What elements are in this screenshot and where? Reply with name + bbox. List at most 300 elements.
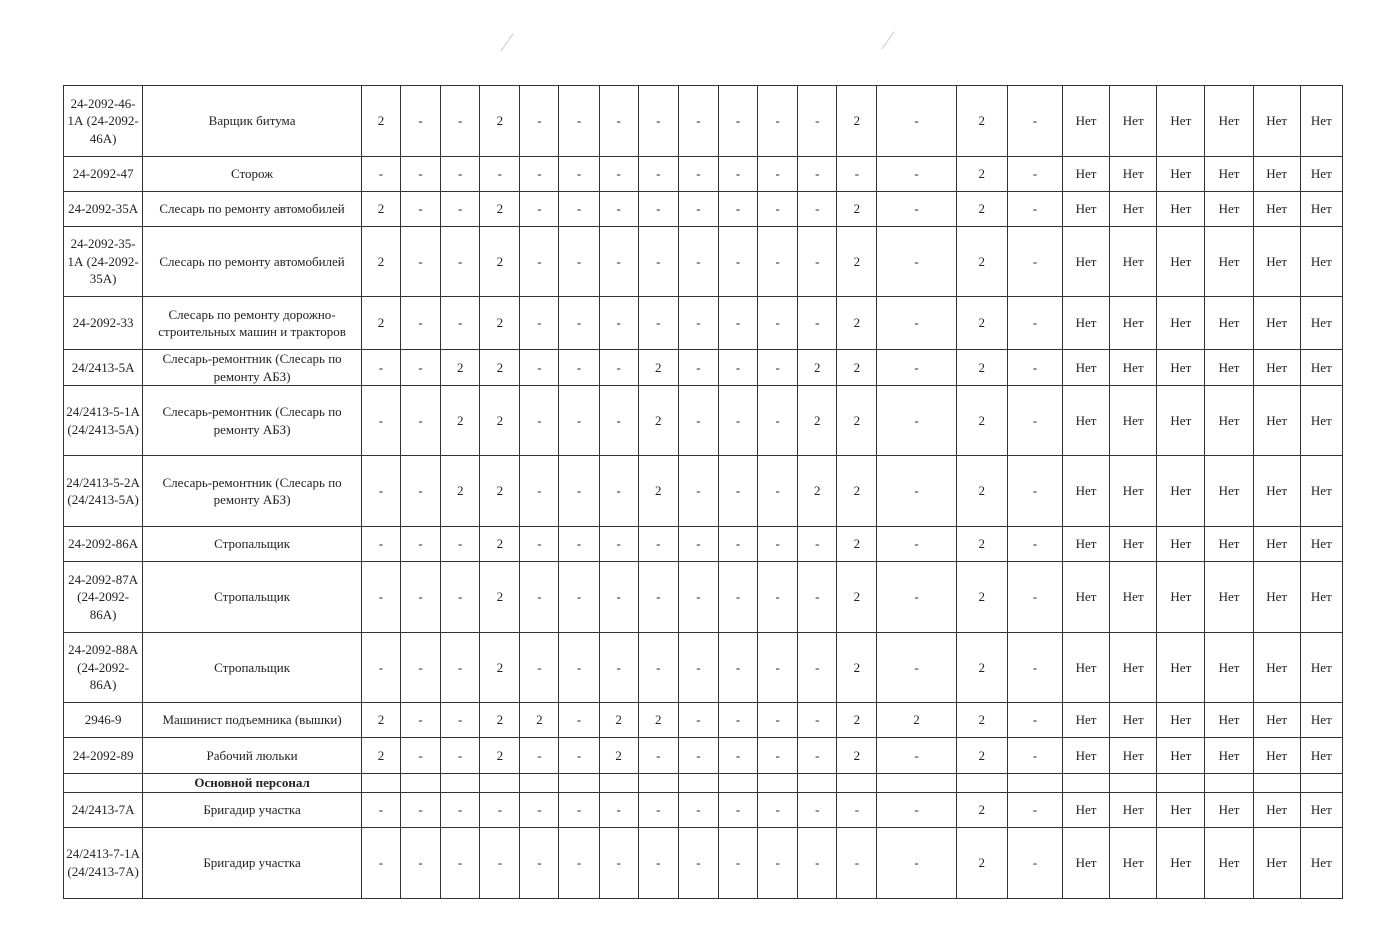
class-value-cell: 2 <box>480 350 520 386</box>
class-value-cell: - <box>758 386 798 456</box>
class-value-cell: - <box>361 527 400 562</box>
class-value-cell: - <box>758 527 798 562</box>
class-value-cell: - <box>441 192 480 227</box>
workplace-code: 24-2092-47 <box>64 157 143 192</box>
class-value-cell: - <box>718 527 757 562</box>
empty-cell <box>480 774 520 793</box>
class-value-cell: - <box>678 386 718 456</box>
table-row <box>64 386 1343 456</box>
class-value-cell: - <box>559 703 599 738</box>
class-value-cell: 2 <box>956 386 1007 456</box>
class-value-cell: - <box>837 792 877 827</box>
class-value-cell: - <box>441 633 480 703</box>
guarantee-cell: Нет <box>1157 633 1205 703</box>
class-value-cell: - <box>718 633 757 703</box>
guarantee-cell: Нет <box>1063 386 1110 456</box>
guarantee-cell: Нет <box>1205 456 1253 527</box>
guarantee-cell: Нет <box>1205 86 1253 157</box>
class-value-cell: - <box>718 192 757 227</box>
class-value-cell: - <box>1007 562 1062 633</box>
class-value-cell: 2 <box>956 562 1007 633</box>
class-value-cell: - <box>559 456 599 527</box>
workplace-code: 24-2092-87А (24-2092-86А) <box>64 562 143 633</box>
guarantee-cell: Нет <box>1063 350 1110 386</box>
class-value-cell: - <box>520 86 559 157</box>
guarantee-cell: Нет <box>1205 527 1253 562</box>
profession-name: Слесарь по ремонту автомобилей <box>143 227 362 297</box>
class-value-cell: 2 <box>798 350 837 386</box>
guarantee-cell: Нет <box>1300 86 1342 157</box>
class-value-cell: 2 <box>599 703 638 738</box>
class-value-cell: - <box>638 562 678 633</box>
class-value-cell: - <box>798 227 837 297</box>
class-value-cell: - <box>559 386 599 456</box>
class-value-cell: 2 <box>361 227 400 297</box>
profession-name: Слесарь по ремонту автомобилей <box>143 192 362 227</box>
class-value-cell: - <box>758 792 798 827</box>
class-value-cell: 2 <box>956 350 1007 386</box>
guarantee-cell: Нет <box>1110 456 1157 527</box>
class-value-cell: 2 <box>480 386 520 456</box>
class-value-cell: - <box>441 157 480 192</box>
class-value-cell: - <box>1007 792 1062 827</box>
guarantee-cell: Нет <box>1253 227 1300 297</box>
class-value-cell: - <box>520 157 559 192</box>
guarantee-cell: Нет <box>1063 827 1110 898</box>
table-row <box>64 792 1343 827</box>
class-value-cell: - <box>798 827 837 898</box>
guarantee-cell: Нет <box>1157 827 1205 898</box>
guarantee-cell: Нет <box>1110 738 1157 774</box>
class-value-cell: - <box>798 792 837 827</box>
class-value-cell: 2 <box>599 738 638 774</box>
profession-name: Рабочий люльки <box>143 738 362 774</box>
table-row <box>64 562 1343 633</box>
class-value-cell: - <box>401 192 441 227</box>
class-value-cell: - <box>559 192 599 227</box>
empty-cell <box>678 774 718 793</box>
class-value-cell: - <box>1007 703 1062 738</box>
guarantee-cell: Нет <box>1205 738 1253 774</box>
guarantee-cell: Нет <box>1205 703 1253 738</box>
guarantee-cell: Нет <box>1157 86 1205 157</box>
class-value-cell: 2 <box>837 456 877 527</box>
class-value-cell: - <box>638 633 678 703</box>
guarantee-cell: Нет <box>1205 297 1253 350</box>
class-value-cell: - <box>638 527 678 562</box>
class-value-cell: - <box>877 456 956 527</box>
class-value-cell: - <box>520 562 559 633</box>
guarantee-cell: Нет <box>1205 227 1253 297</box>
guarantee-cell: Нет <box>1300 386 1342 456</box>
guarantee-cell: Нет <box>1205 827 1253 898</box>
class-value-cell: - <box>520 827 559 898</box>
class-value-cell: - <box>1007 350 1062 386</box>
class-value-cell: - <box>361 633 400 703</box>
class-value-cell: - <box>520 192 559 227</box>
class-value-cell: 2 <box>956 527 1007 562</box>
class-value-cell: - <box>361 386 400 456</box>
guarantee-cell: Нет <box>1063 297 1110 350</box>
empty-cell <box>599 774 638 793</box>
workplace-code: 24-2092-88А (24-2092-86А) <box>64 633 143 703</box>
class-value-cell: - <box>361 827 400 898</box>
class-value-cell: - <box>678 297 718 350</box>
guarantee-cell: Нет <box>1300 633 1342 703</box>
workplace-code: 24-2092-33 <box>64 297 143 350</box>
class-value-cell: - <box>758 297 798 350</box>
class-value-cell: - <box>599 227 638 297</box>
class-value-cell: - <box>480 792 520 827</box>
profession-name: Стропальщик <box>143 562 362 633</box>
class-value-cell: 2 <box>956 227 1007 297</box>
class-value-cell: - <box>599 157 638 192</box>
guarantee-cell: Нет <box>1157 703 1205 738</box>
class-value-cell: - <box>718 157 757 192</box>
class-value-cell: - <box>401 703 441 738</box>
class-value-cell: 2 <box>837 86 877 157</box>
class-value-cell: - <box>678 86 718 157</box>
class-value-cell: - <box>559 157 599 192</box>
class-value-cell: - <box>441 227 480 297</box>
empty-cell <box>1205 774 1253 793</box>
guarantee-cell: Нет <box>1253 456 1300 527</box>
class-value-cell: - <box>678 792 718 827</box>
class-value-cell: 2 <box>837 738 877 774</box>
class-value-cell: - <box>718 703 757 738</box>
guarantee-cell: Нет <box>1253 157 1300 192</box>
class-value-cell: 2 <box>837 386 877 456</box>
class-value-cell: - <box>480 157 520 192</box>
guarantee-cell: Нет <box>1253 703 1300 738</box>
class-value-cell: - <box>520 350 559 386</box>
class-value-cell: - <box>758 227 798 297</box>
class-value-cell: - <box>758 738 798 774</box>
class-value-cell: - <box>520 386 559 456</box>
table-row <box>64 350 1343 386</box>
guarantee-cell: Нет <box>1300 562 1342 633</box>
empty-cell <box>798 774 837 793</box>
class-value-cell: - <box>599 192 638 227</box>
class-value-cell: - <box>718 562 757 633</box>
workplace-code: 24-2092-35А <box>64 192 143 227</box>
class-value-cell: - <box>758 703 798 738</box>
workplace-code: 24/2413-5А <box>64 350 143 386</box>
class-value-cell: - <box>877 527 956 562</box>
class-value-cell: - <box>678 527 718 562</box>
class-value-cell: - <box>638 192 678 227</box>
profession-name: Варщик битума <box>143 86 362 157</box>
empty-cell <box>758 774 798 793</box>
class-value-cell: 2 <box>638 703 678 738</box>
class-value-cell: - <box>678 192 718 227</box>
guarantee-cell: Нет <box>1253 562 1300 633</box>
profession-name: Слесарь-ремонтник (Слесарь по ремонту АБЗ) <box>143 386 362 456</box>
class-value-cell: - <box>559 86 599 157</box>
class-value-cell: - <box>1007 456 1062 527</box>
class-value-cell: 2 <box>956 792 1007 827</box>
class-value-cell: - <box>520 738 559 774</box>
guarantee-cell: Нет <box>1157 157 1205 192</box>
class-value-cell: - <box>678 562 718 633</box>
workplace-code: 24-2092-86А <box>64 527 143 562</box>
class-value-cell: - <box>758 456 798 527</box>
class-value-cell: - <box>401 157 441 192</box>
guarantee-cell: Нет <box>1253 792 1300 827</box>
class-value-cell: 2 <box>480 562 520 633</box>
guarantee-cell: Нет <box>1253 350 1300 386</box>
guarantee-cell: Нет <box>1063 562 1110 633</box>
guarantee-cell: Нет <box>1300 703 1342 738</box>
section-title: Основной персонал <box>143 774 362 793</box>
class-value-cell: - <box>877 192 956 227</box>
guarantee-cell: Нет <box>1063 738 1110 774</box>
empty-cell <box>361 774 400 793</box>
class-value-cell: - <box>599 456 638 527</box>
class-value-cell: - <box>718 86 757 157</box>
class-value-cell: - <box>401 456 441 527</box>
class-value-cell: - <box>401 562 441 633</box>
guarantee-cell: Нет <box>1205 562 1253 633</box>
guarantee-cell: Нет <box>1110 633 1157 703</box>
guarantee-cell: Нет <box>1063 157 1110 192</box>
class-value-cell: - <box>798 527 837 562</box>
class-value-cell: 2 <box>441 350 480 386</box>
class-value-cell: - <box>678 633 718 703</box>
class-value-cell: 2 <box>956 297 1007 350</box>
class-value-cell: 2 <box>956 192 1007 227</box>
class-value-cell: - <box>401 527 441 562</box>
class-value-cell: 2 <box>441 386 480 456</box>
class-value-cell: 2 <box>837 227 877 297</box>
empty-cell <box>956 774 1007 793</box>
class-value-cell: - <box>877 738 956 774</box>
class-value-cell: - <box>877 827 956 898</box>
workplace-code: 2946-9 <box>64 703 143 738</box>
class-value-cell: - <box>441 792 480 827</box>
guarantee-cell: Нет <box>1110 297 1157 350</box>
guarantee-cell: Нет <box>1300 297 1342 350</box>
guarantee-cell: Нет <box>1110 350 1157 386</box>
class-value-cell: - <box>441 738 480 774</box>
class-value-cell: - <box>718 386 757 456</box>
class-value-cell: - <box>718 297 757 350</box>
profession-name: Слесарь по ремонту дорожно-строительных машин и тракторов <box>143 297 362 350</box>
class-value-cell: - <box>1007 738 1062 774</box>
empty-cell <box>401 774 441 793</box>
class-value-cell: 2 <box>480 738 520 774</box>
workplace-code: 24/2413-5-2А (24/2413-5А) <box>64 456 143 527</box>
class-value-cell: - <box>718 738 757 774</box>
guarantee-cell: Нет <box>1300 192 1342 227</box>
class-value-cell: 2 <box>638 350 678 386</box>
class-value-cell: 2 <box>956 738 1007 774</box>
guarantee-cell: Нет <box>1063 227 1110 297</box>
guarantee-cell: Нет <box>1063 86 1110 157</box>
class-value-cell: - <box>520 297 559 350</box>
class-value-cell: - <box>718 227 757 297</box>
class-value-cell: 2 <box>520 703 559 738</box>
guarantee-cell: Нет <box>1110 792 1157 827</box>
guarantee-cell: Нет <box>1063 192 1110 227</box>
class-value-cell: - <box>678 703 718 738</box>
guarantee-cell: Нет <box>1110 192 1157 227</box>
class-value-cell: - <box>559 297 599 350</box>
class-value-cell: - <box>798 297 837 350</box>
class-value-cell: - <box>401 386 441 456</box>
profession-name: Слесарь-ремонтник (Слесарь по ремонту АБЗ) <box>143 350 362 386</box>
table-row <box>64 227 1343 297</box>
class-value-cell: - <box>718 827 757 898</box>
guarantee-cell: Нет <box>1205 633 1253 703</box>
scan-mark-left: ⁄ <box>505 28 510 57</box>
workplace-code: 24-2092-46-1А (24-2092-46А) <box>64 86 143 157</box>
guarantee-cell: Нет <box>1300 227 1342 297</box>
guarantee-cell: Нет <box>1157 227 1205 297</box>
workplace-code: 24/2413-7А <box>64 792 143 827</box>
class-value-cell: 2 <box>480 192 520 227</box>
empty-cell <box>1007 774 1062 793</box>
empty-cell <box>718 774 757 793</box>
class-value-cell: - <box>361 792 400 827</box>
profession-name: Стропальщик <box>143 527 362 562</box>
guarantee-cell: Нет <box>1205 157 1253 192</box>
guarantee-cell: Нет <box>1157 527 1205 562</box>
guarantee-cell: Нет <box>1157 192 1205 227</box>
class-value-cell: - <box>798 738 837 774</box>
class-value-cell: - <box>758 86 798 157</box>
profession-name: Бригадир участка <box>143 792 362 827</box>
guarantee-cell: Нет <box>1300 350 1342 386</box>
table-row <box>64 456 1343 527</box>
class-value-cell: - <box>877 792 956 827</box>
class-value-cell: - <box>638 86 678 157</box>
class-value-cell: 2 <box>480 297 520 350</box>
class-value-cell: - <box>638 227 678 297</box>
workplace-code: 24/2413-5-1А (24/2413-5А) <box>64 386 143 456</box>
guarantee-cell: Нет <box>1253 738 1300 774</box>
table-row <box>64 738 1343 774</box>
class-value-cell: - <box>638 792 678 827</box>
guarantee-cell: Нет <box>1157 297 1205 350</box>
class-value-cell: - <box>401 827 441 898</box>
class-value-cell: 2 <box>956 827 1007 898</box>
class-value-cell: - <box>758 633 798 703</box>
guarantee-cell: Нет <box>1110 527 1157 562</box>
guarantee-cell: Нет <box>1300 827 1342 898</box>
class-value-cell: - <box>877 386 956 456</box>
class-value-cell: - <box>599 633 638 703</box>
class-value-cell: 2 <box>480 86 520 157</box>
class-value-cell: 2 <box>480 456 520 527</box>
class-value-cell: 2 <box>837 527 877 562</box>
empty-cell <box>1110 774 1157 793</box>
guarantee-cell: Нет <box>1253 297 1300 350</box>
class-value-cell: - <box>441 827 480 898</box>
class-value-cell: - <box>758 827 798 898</box>
class-value-cell: - <box>520 792 559 827</box>
empty-cell <box>559 774 599 793</box>
class-value-cell: 2 <box>798 456 837 527</box>
class-value-cell: - <box>837 157 877 192</box>
scan-mark-right: ⁄ <box>886 26 891 55</box>
class-value-cell: - <box>718 456 757 527</box>
class-value-cell: - <box>1007 157 1062 192</box>
class-value-cell: - <box>718 350 757 386</box>
class-value-cell: - <box>877 86 956 157</box>
guarantee-cell: Нет <box>1253 386 1300 456</box>
class-value-cell: 2 <box>837 562 877 633</box>
empty-cell <box>520 774 559 793</box>
guarantee-cell: Нет <box>1300 157 1342 192</box>
class-value-cell: - <box>877 157 956 192</box>
class-value-cell: - <box>638 157 678 192</box>
profession-name: Бригадир участка <box>143 827 362 898</box>
guarantee-cell: Нет <box>1253 827 1300 898</box>
class-value-cell: - <box>678 738 718 774</box>
empty-cell <box>1157 774 1205 793</box>
class-value-cell: - <box>599 386 638 456</box>
class-value-cell: 2 <box>956 86 1007 157</box>
guarantee-cell: Нет <box>1110 562 1157 633</box>
profession-name: Машинист подъемника (вышки) <box>143 703 362 738</box>
class-value-cell: 2 <box>361 86 400 157</box>
class-value-cell: - <box>798 633 837 703</box>
class-value-cell: 2 <box>956 157 1007 192</box>
class-value-cell: - <box>1007 527 1062 562</box>
guarantee-cell: Нет <box>1157 562 1205 633</box>
class-value-cell: - <box>1007 633 1062 703</box>
guarantee-cell: Нет <box>1157 738 1205 774</box>
class-value-cell: - <box>758 157 798 192</box>
guarantee-cell: Нет <box>1063 703 1110 738</box>
class-value-cell: - <box>559 738 599 774</box>
assessment-table <box>63 85 1343 899</box>
class-value-cell: 2 <box>361 297 400 350</box>
class-value-cell: - <box>1007 192 1062 227</box>
class-value-cell: - <box>441 562 480 633</box>
empty-cell <box>877 774 956 793</box>
class-value-cell: - <box>877 633 956 703</box>
guarantee-cell: Нет <box>1300 456 1342 527</box>
class-value-cell: - <box>361 562 400 633</box>
guarantee-cell: Нет <box>1300 527 1342 562</box>
class-value-cell: 2 <box>837 297 877 350</box>
class-value-cell: - <box>520 227 559 297</box>
class-value-cell: - <box>559 562 599 633</box>
class-value-cell: 2 <box>638 386 678 456</box>
guarantee-cell: Нет <box>1063 792 1110 827</box>
class-value-cell: - <box>638 297 678 350</box>
class-value-cell: 2 <box>480 633 520 703</box>
guarantee-cell: Нет <box>1110 386 1157 456</box>
class-value-cell: 2 <box>956 633 1007 703</box>
class-value-cell: - <box>441 703 480 738</box>
class-value-cell: - <box>361 456 400 527</box>
class-value-cell: - <box>877 350 956 386</box>
table-row <box>64 192 1343 227</box>
table-row <box>64 633 1343 703</box>
guarantee-cell: Нет <box>1157 792 1205 827</box>
class-value-cell: 2 <box>361 738 400 774</box>
class-value-cell: - <box>678 157 718 192</box>
class-value-cell: - <box>441 297 480 350</box>
guarantee-cell: Нет <box>1110 86 1157 157</box>
class-value-cell: - <box>401 792 441 827</box>
class-value-cell: - <box>520 527 559 562</box>
guarantee-cell: Нет <box>1110 827 1157 898</box>
class-value-cell: - <box>798 703 837 738</box>
